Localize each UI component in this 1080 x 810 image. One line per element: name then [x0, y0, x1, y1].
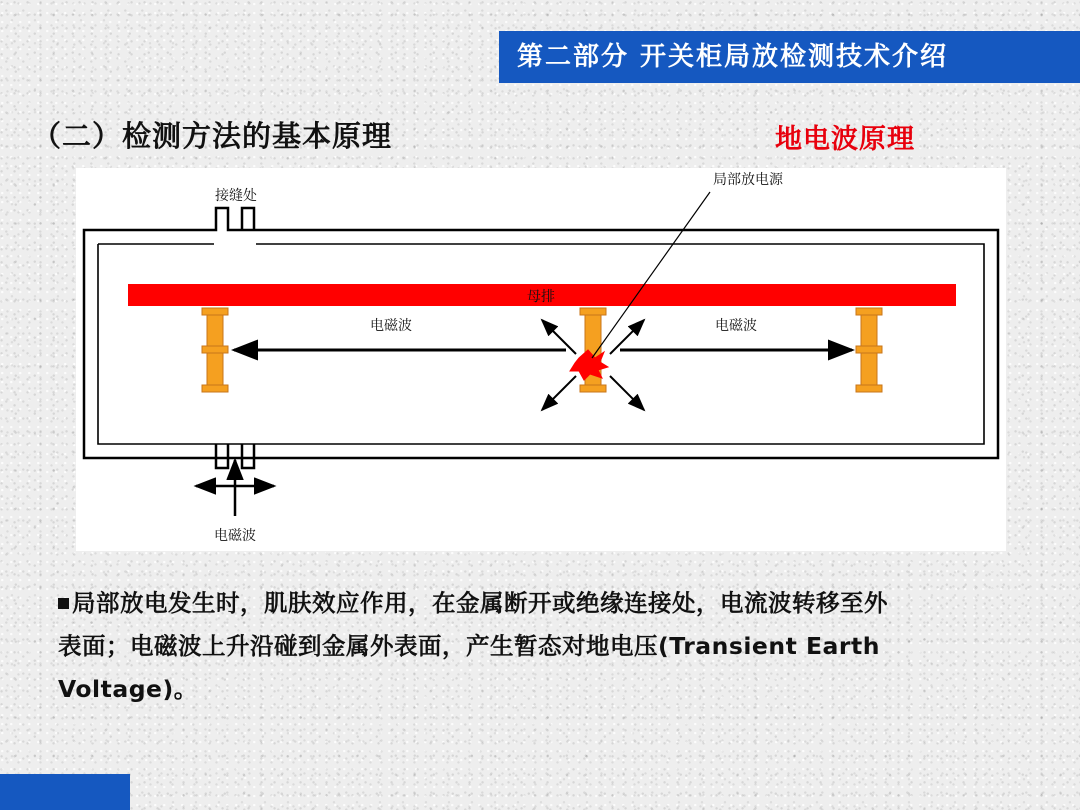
- body-paragraph: [58, 582, 1048, 711]
- page-title: （二）检测方法的基本原理: [32, 119, 393, 153]
- body-line-2: 表面；电磁波上升沿碰到金属外表面，产生暂态对地电压(Transient Earth: [58, 632, 880, 660]
- em-wave-left-label: 电磁波: [370, 318, 412, 334]
- cabinet-inner-shell: [98, 244, 984, 444]
- page-subtitle: 地电波原理: [775, 124, 915, 155]
- busbar-label: 母排: [527, 289, 555, 305]
- pd-source-label: 局部放电源: [713, 172, 783, 188]
- header-band: [499, 31, 1080, 83]
- em-wave-bottom-label: 电磁波: [214, 528, 256, 544]
- insulator-right: [856, 308, 882, 392]
- ground-wave-arrows: [196, 460, 274, 516]
- body-line-3: Voltage)。: [58, 675, 198, 703]
- header-title: 第二部分 开关柜局放检测技术介绍: [517, 42, 949, 72]
- discharge-burst: [570, 350, 608, 380]
- body-line-1: 局部放电发生时，肌肤效应作用，在金属断开或绝缘连接处，电流波转移至外: [72, 589, 888, 617]
- cabinet-seam-flap: [242, 208, 254, 230]
- bullet-square-icon: [58, 598, 69, 609]
- diagram-panel: [76, 168, 1006, 551]
- seam-label: 接缝处: [215, 188, 257, 204]
- footer-accent-bar: [0, 774, 130, 810]
- insulator-left: [202, 308, 228, 392]
- pd-source-leader: [592, 192, 710, 358]
- em-wave-right-label: 电磁波: [715, 318, 757, 334]
